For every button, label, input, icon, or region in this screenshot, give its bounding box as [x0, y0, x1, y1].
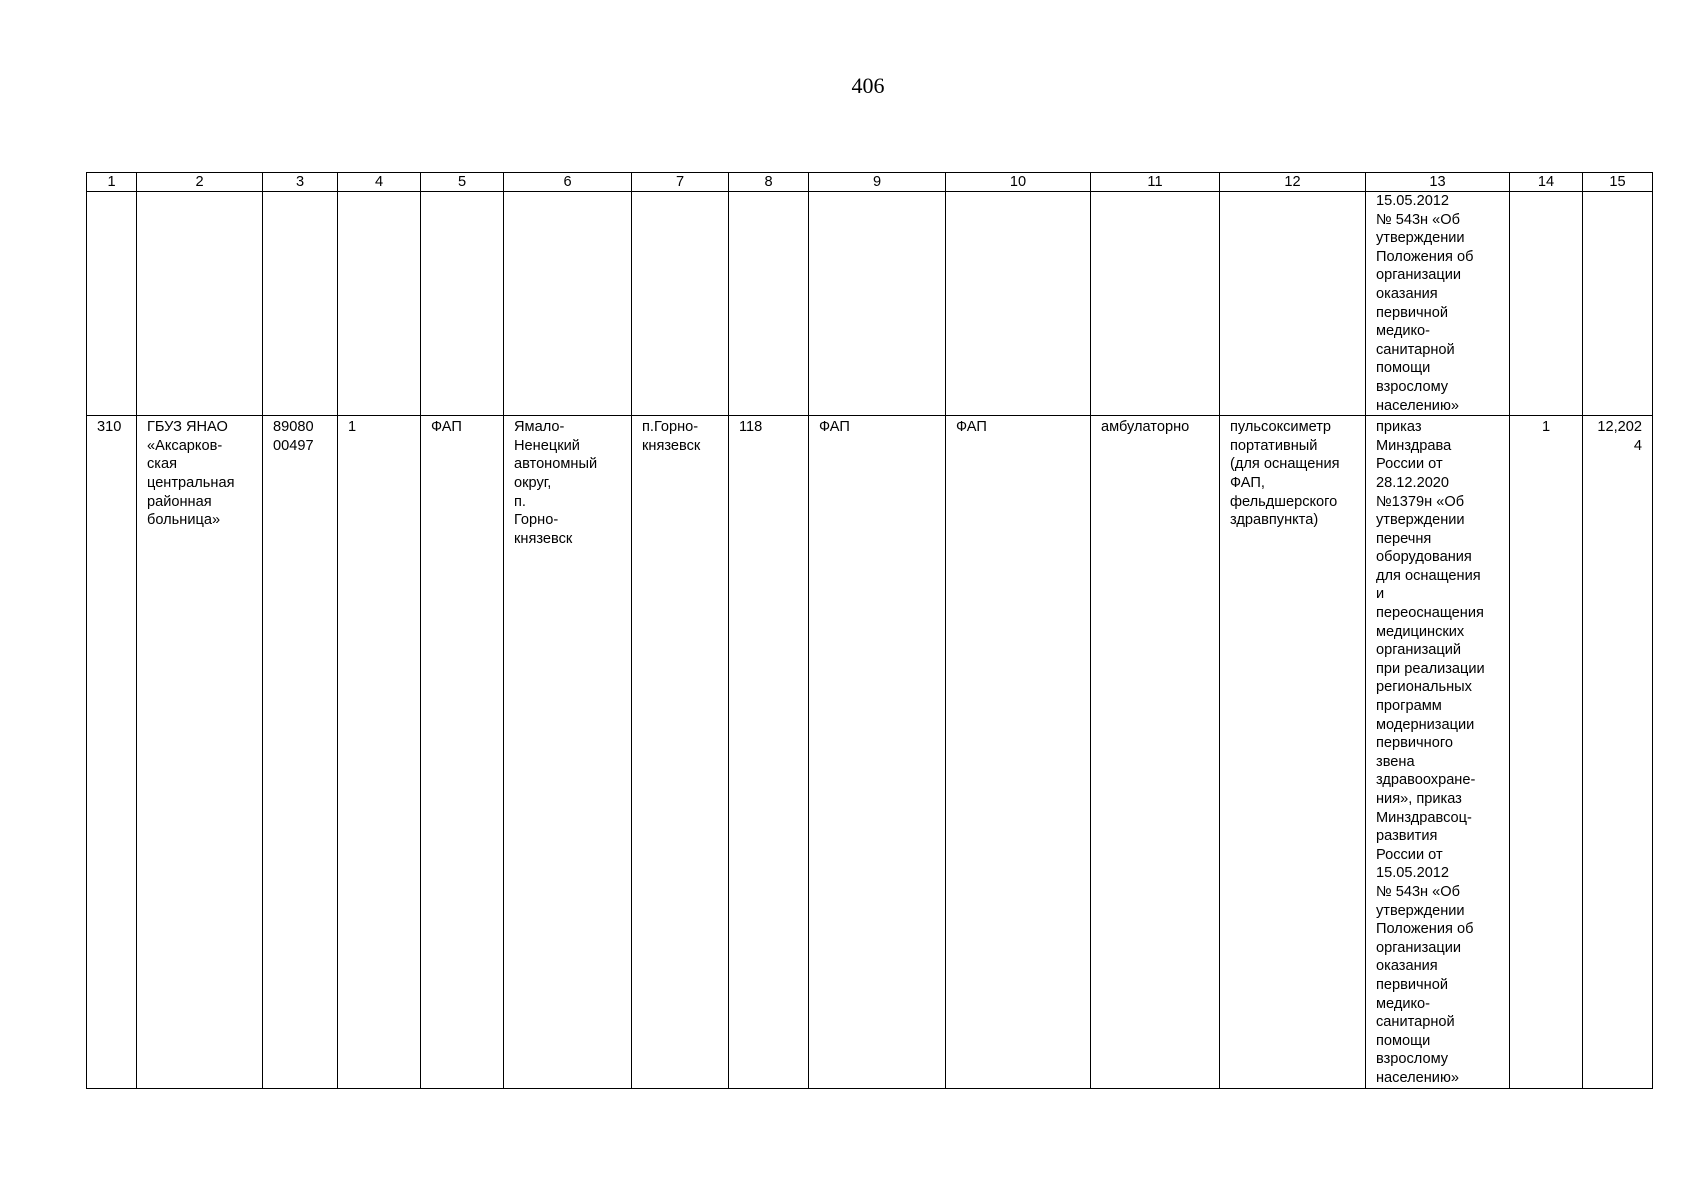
col10-cell: ФАП: [946, 416, 1091, 1088]
column-header: 12: [1220, 173, 1366, 192]
empty-cell: [946, 192, 1091, 416]
column-header: 2: [137, 173, 263, 192]
col4-cell: 1: [338, 416, 421, 1088]
empty-cell: [1220, 192, 1366, 416]
date-cell: 12,2024: [1583, 416, 1653, 1088]
column-header: 8: [729, 173, 809, 192]
row-number-cell: 310: [87, 416, 137, 1088]
table-row: [87, 416, 1653, 1088]
empty-cell: [504, 192, 632, 416]
empty-cell: [1510, 192, 1583, 416]
column-header: 9: [809, 173, 946, 192]
basis-continuation-cell: 15.05.2012 № 543н «Об утверждении Положения об организации оказания первичной медико- санитарной помощи взрослому населению»: [1366, 192, 1510, 416]
column-header: 3: [263, 173, 338, 192]
col9-cell: ФАП: [809, 416, 946, 1088]
quantity-cell: 1: [1510, 416, 1583, 1088]
column-header: 7: [632, 173, 729, 192]
empty-cell: [1091, 192, 1220, 416]
column-header: 6: [504, 173, 632, 192]
continuation-row: [87, 192, 1653, 416]
column-header: 11: [1091, 173, 1220, 192]
address-cell: Ямало- Ненецкий автономный округ, п. Горно- князевск: [504, 416, 632, 1088]
empty-cell: [421, 192, 504, 416]
inn-cell: 89080 00497: [263, 416, 338, 1088]
column-header: 13: [1366, 173, 1510, 192]
column-header: 4: [338, 173, 421, 192]
locality-cell: п.Горно- князевск: [632, 416, 729, 1088]
col5-cell: ФАП: [421, 416, 504, 1088]
basis-cell: приказ Минздрава России от 28.12.2020 №1379н «Об утверждении перечня оборудования для оснащения и переоснащения медицинских организаций при реализации региональных программ модернизации первичного звена здравоохране- ния», приказ Минздравсоц- развития России от 15.05.2012 № 543н «Об утверждении Положения об организации оказания первичной медико- санитарной помощи взрослому населению»: [1366, 416, 1510, 1088]
data-table: [86, 172, 1653, 1089]
empty-cell: [632, 192, 729, 416]
organization-cell: ГБУЗ ЯНАО «Аксарков- ская центральная районная больница»: [137, 416, 263, 1088]
column-number-row: [87, 173, 1653, 192]
column-header: 15: [1583, 173, 1653, 192]
column-header: 1: [87, 173, 137, 192]
empty-cell: [338, 192, 421, 416]
empty-cell: [729, 192, 809, 416]
empty-cell: [87, 192, 137, 416]
empty-cell: [1583, 192, 1653, 416]
col11-cell: амбулаторно: [1091, 416, 1220, 1088]
empty-cell: [263, 192, 338, 416]
empty-cell: [137, 192, 263, 416]
column-header: 5: [421, 173, 504, 192]
equipment-cell: пульсоксиметр портативный (для оснащения ФАП, фельдшерского здравпункта): [1220, 416, 1366, 1088]
column-header: 14: [1510, 173, 1583, 192]
empty-cell: [809, 192, 946, 416]
column-header: 10: [946, 173, 1091, 192]
col8-cell: 118: [729, 416, 809, 1088]
page-number: 406: [851, 73, 885, 98]
